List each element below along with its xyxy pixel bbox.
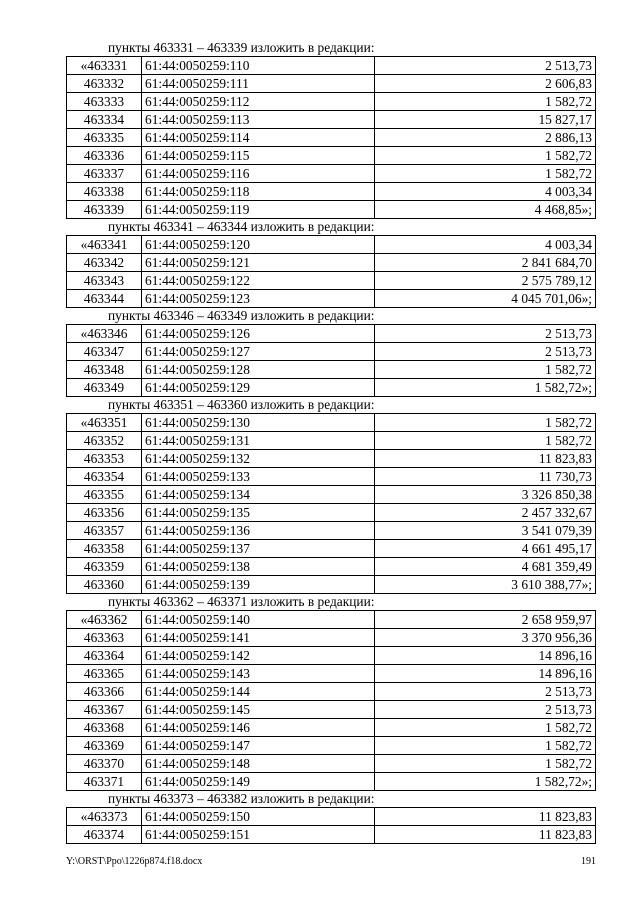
table-row	[67, 93, 596, 111]
item-number-cell: 463338	[67, 183, 142, 201]
cadastral-number-cell: 61:44:0050259:131	[142, 432, 375, 450]
cadastral-value-cell: 1 582,72	[375, 93, 596, 111]
item-number-cell: «463373	[67, 808, 142, 826]
item-number-cell: 463342	[67, 254, 142, 272]
cadastral-value-cell: 1 582,72»;	[375, 773, 596, 791]
cadastral-number-cell: 61:44:0050259:126	[142, 325, 375, 343]
cadastral-number-cell: 61:44:0050259:119	[142, 201, 375, 219]
cadastral-value-cell: 4 681 359,49	[375, 558, 596, 576]
cadastral-value-cell: 11 823,83	[375, 450, 596, 468]
item-number-cell: 463358	[67, 540, 142, 558]
table-row	[67, 629, 596, 647]
item-number-cell: 463349	[67, 379, 142, 397]
table-row	[67, 57, 596, 75]
table-row	[67, 379, 596, 397]
cadastral-value-cell: 4 661 495,17	[375, 540, 596, 558]
item-number-cell: 463352	[67, 432, 142, 450]
cadastral-number-cell: 61:44:0050259:150	[142, 808, 375, 826]
cadastral-value-cell: 11 823,83	[375, 826, 596, 844]
table-row	[67, 826, 596, 844]
cadastral-value-cell: 4 045 701,06»;	[375, 290, 596, 308]
cadastral-number-cell: 61:44:0050259:133	[142, 468, 375, 486]
cadastral-number-cell: 61:44:0050259:123	[142, 290, 375, 308]
item-number-cell: «463351	[67, 414, 142, 432]
cadastral-number-cell: 61:44:0050259:140	[142, 611, 375, 629]
cadastral-number-cell: 61:44:0050259:149	[142, 773, 375, 791]
cadastral-value-cell: 14 896,16	[375, 647, 596, 665]
table-row	[67, 201, 596, 219]
table-row	[67, 236, 596, 254]
table-row	[67, 75, 596, 93]
item-number-cell: 463365	[67, 665, 142, 683]
cadastral-number-cell: 61:44:0050259:118	[142, 183, 375, 201]
cadastral-value-cell: 2 658 959,97	[375, 611, 596, 629]
table-row	[67, 773, 596, 791]
table-row	[67, 665, 596, 683]
cadastral-value-cell: 2 513,73	[375, 683, 596, 701]
page-footer	[66, 855, 596, 869]
item-number-cell: 463374	[67, 826, 142, 844]
cadastral-value-cell: 2 513,73	[375, 57, 596, 75]
cadastral-number-cell: 61:44:0050259:122	[142, 272, 375, 290]
item-number-cell: 463368	[67, 719, 142, 737]
item-number-cell: 463339	[67, 201, 142, 219]
cadastral-value-cell: 1 582,72	[375, 147, 596, 165]
item-number-cell: 463355	[67, 486, 142, 504]
amendment-table	[66, 56, 596, 219]
cadastral-number-cell: 61:44:0050259:137	[142, 540, 375, 558]
table-row	[67, 165, 596, 183]
document-body	[66, 40, 596, 844]
table-row	[67, 361, 596, 379]
cadastral-value-cell: 1 582,72»;	[375, 379, 596, 397]
cadastral-number-cell: 61:44:0050259:129	[142, 379, 375, 397]
item-number-cell: 463356	[67, 504, 142, 522]
cadastral-value-cell: 2 513,73	[375, 343, 596, 361]
item-number-cell: 463344	[67, 290, 142, 308]
cadastral-number-cell: 61:44:0050259:120	[142, 236, 375, 254]
table-row	[67, 450, 596, 468]
amendment-table	[66, 807, 596, 844]
table-row	[67, 129, 596, 147]
cadastral-value-cell: 11 823,83	[375, 808, 596, 826]
item-number-cell: 463369	[67, 737, 142, 755]
item-number-cell: 463353	[67, 450, 142, 468]
table-row	[67, 576, 596, 594]
table-row	[67, 325, 596, 343]
amendment-heading: пункты 463341 – 463344 изложить в редакции:	[108, 219, 375, 234]
cadastral-number-cell: 61:44:0050259:114	[142, 129, 375, 147]
cadastral-number-cell: 61:44:0050259:116	[142, 165, 375, 183]
table-row	[67, 808, 596, 826]
amendment-heading: пункты 463351 – 463360 изложить в редакции:	[108, 397, 375, 412]
cadastral-value-cell: 2 606,83	[375, 75, 596, 93]
cadastral-value-cell: 1 582,72	[375, 737, 596, 755]
amendment-heading: пункты 463362 – 463371 изложить в редакции:	[108, 594, 375, 609]
cadastral-value-cell: 1 582,72	[375, 755, 596, 773]
cadastral-number-cell: 61:44:0050259:134	[142, 486, 375, 504]
table-row	[67, 540, 596, 558]
amendment-table	[66, 235, 596, 308]
item-number-cell: 463354	[67, 468, 142, 486]
cadastral-number-cell: 61:44:0050259:151	[142, 826, 375, 844]
cadastral-number-cell: 61:44:0050259:115	[142, 147, 375, 165]
item-number-cell: «463346	[67, 325, 142, 343]
item-number-cell: 463337	[67, 165, 142, 183]
item-number-cell: 463366	[67, 683, 142, 701]
item-number-cell: 463363	[67, 629, 142, 647]
cadastral-value-cell: 2 457 332,67	[375, 504, 596, 522]
cadastral-value-cell: 2 513,73	[375, 701, 596, 719]
cadastral-value-cell: 11 730,73	[375, 468, 596, 486]
cadastral-value-cell: 2 841 684,70	[375, 254, 596, 272]
cadastral-number-cell: 61:44:0050259:148	[142, 755, 375, 773]
item-number-cell: 463333	[67, 93, 142, 111]
cadastral-number-cell: 61:44:0050259:113	[142, 111, 375, 129]
cadastral-number-cell: 61:44:0050259:112	[142, 93, 375, 111]
item-number-cell: «463341	[67, 236, 142, 254]
cadastral-value-cell: 15 827,17	[375, 111, 596, 129]
cadastral-number-cell: 61:44:0050259:130	[142, 414, 375, 432]
cadastral-value-cell: 1 582,72	[375, 165, 596, 183]
cadastral-number-cell: 61:44:0050259:111	[142, 75, 375, 93]
table-row	[67, 647, 596, 665]
table-row	[67, 486, 596, 504]
table-row	[67, 755, 596, 773]
cadastral-value-cell: 3 370 956,36	[375, 629, 596, 647]
amendment-heading: пункты 463331 – 463339 изложить в редакции:	[108, 40, 375, 55]
item-number-cell: 463371	[67, 773, 142, 791]
cadastral-number-cell: 61:44:0050259:141	[142, 629, 375, 647]
table-row	[67, 183, 596, 201]
cadastral-value-cell: 4 468,85»;	[375, 201, 596, 219]
table-row	[67, 290, 596, 308]
cadastral-number-cell: 61:44:0050259:110	[142, 57, 375, 75]
item-number-cell: 463336	[67, 147, 142, 165]
cadastral-number-cell: 61:44:0050259:128	[142, 361, 375, 379]
table-row	[67, 468, 596, 486]
cadastral-number-cell: 61:44:0050259:132	[142, 450, 375, 468]
amendment-table	[66, 610, 596, 791]
cadastral-value-cell: 4 003,34	[375, 236, 596, 254]
table-row	[67, 558, 596, 576]
cadastral-value-cell: 2 513,73	[375, 325, 596, 343]
table-row	[67, 414, 596, 432]
table-row	[67, 111, 596, 129]
table-row	[67, 272, 596, 290]
table-row	[67, 432, 596, 450]
cadastral-value-cell: 1 582,72	[375, 361, 596, 379]
table-row	[67, 522, 596, 540]
cadastral-number-cell: 61:44:0050259:138	[142, 558, 375, 576]
item-number-cell: 463370	[67, 755, 142, 773]
table-row	[67, 701, 596, 719]
item-number-cell: 463334	[67, 111, 142, 129]
cadastral-number-cell: 61:44:0050259:142	[142, 647, 375, 665]
table-row	[67, 719, 596, 737]
cadastral-number-cell: 61:44:0050259:146	[142, 719, 375, 737]
cadastral-number-cell: 61:44:0050259:145	[142, 701, 375, 719]
table-row	[67, 504, 596, 522]
item-number-cell: 463347	[67, 343, 142, 361]
cadastral-value-cell: 14 896,16	[375, 665, 596, 683]
cadastral-value-cell: 4 003,34	[375, 183, 596, 201]
cadastral-value-cell: 1 582,72	[375, 719, 596, 737]
cadastral-number-cell: 61:44:0050259:147	[142, 737, 375, 755]
table-row	[67, 737, 596, 755]
cadastral-number-cell: 61:44:0050259:135	[142, 504, 375, 522]
item-number-cell: 463348	[67, 361, 142, 379]
page-number: 191	[581, 856, 596, 867]
cadastral-number-cell: 61:44:0050259:143	[142, 665, 375, 683]
item-number-cell: 463364	[67, 647, 142, 665]
cadastral-value-cell: 2 575 789,12	[375, 272, 596, 290]
item-number-cell: 463332	[67, 75, 142, 93]
item-number-cell: «463362	[67, 611, 142, 629]
table-row	[67, 254, 596, 272]
cadastral-value-cell: 3 326 850,38	[375, 486, 596, 504]
item-number-cell: 463367	[67, 701, 142, 719]
table-row	[67, 147, 596, 165]
item-number-cell: 463343	[67, 272, 142, 290]
amendment-heading: пункты 463373 – 463382 изложить в редакции:	[108, 791, 375, 806]
table-row	[67, 343, 596, 361]
item-number-cell: 463360	[67, 576, 142, 594]
cadastral-value-cell: 2 886,13	[375, 129, 596, 147]
amendment-heading: пункты 463346 – 463349 изложить в редакции:	[108, 308, 375, 323]
item-number-cell: 463359	[67, 558, 142, 576]
cadastral-number-cell: 61:44:0050259:144	[142, 683, 375, 701]
item-number-cell: «463331	[67, 57, 142, 75]
item-number-cell: 463335	[67, 129, 142, 147]
cadastral-value-cell: 1 582,72	[375, 414, 596, 432]
amendment-table	[66, 324, 596, 397]
table-row	[67, 611, 596, 629]
cadastral-value-cell: 3 541 079,39	[375, 522, 596, 540]
table-row	[67, 683, 596, 701]
cadastral-number-cell: 61:44:0050259:139	[142, 576, 375, 594]
cadastral-number-cell: 61:44:0050259:127	[142, 343, 375, 361]
amendment-table	[66, 413, 596, 594]
cadastral-value-cell: 1 582,72	[375, 432, 596, 450]
cadastral-value-cell: 3 610 388,77»;	[375, 576, 596, 594]
file-path: Y:\ORST\Ppo\1226p874.f18.docx	[66, 856, 203, 867]
cadastral-number-cell: 61:44:0050259:136	[142, 522, 375, 540]
item-number-cell: 463357	[67, 522, 142, 540]
cadastral-number-cell: 61:44:0050259:121	[142, 254, 375, 272]
